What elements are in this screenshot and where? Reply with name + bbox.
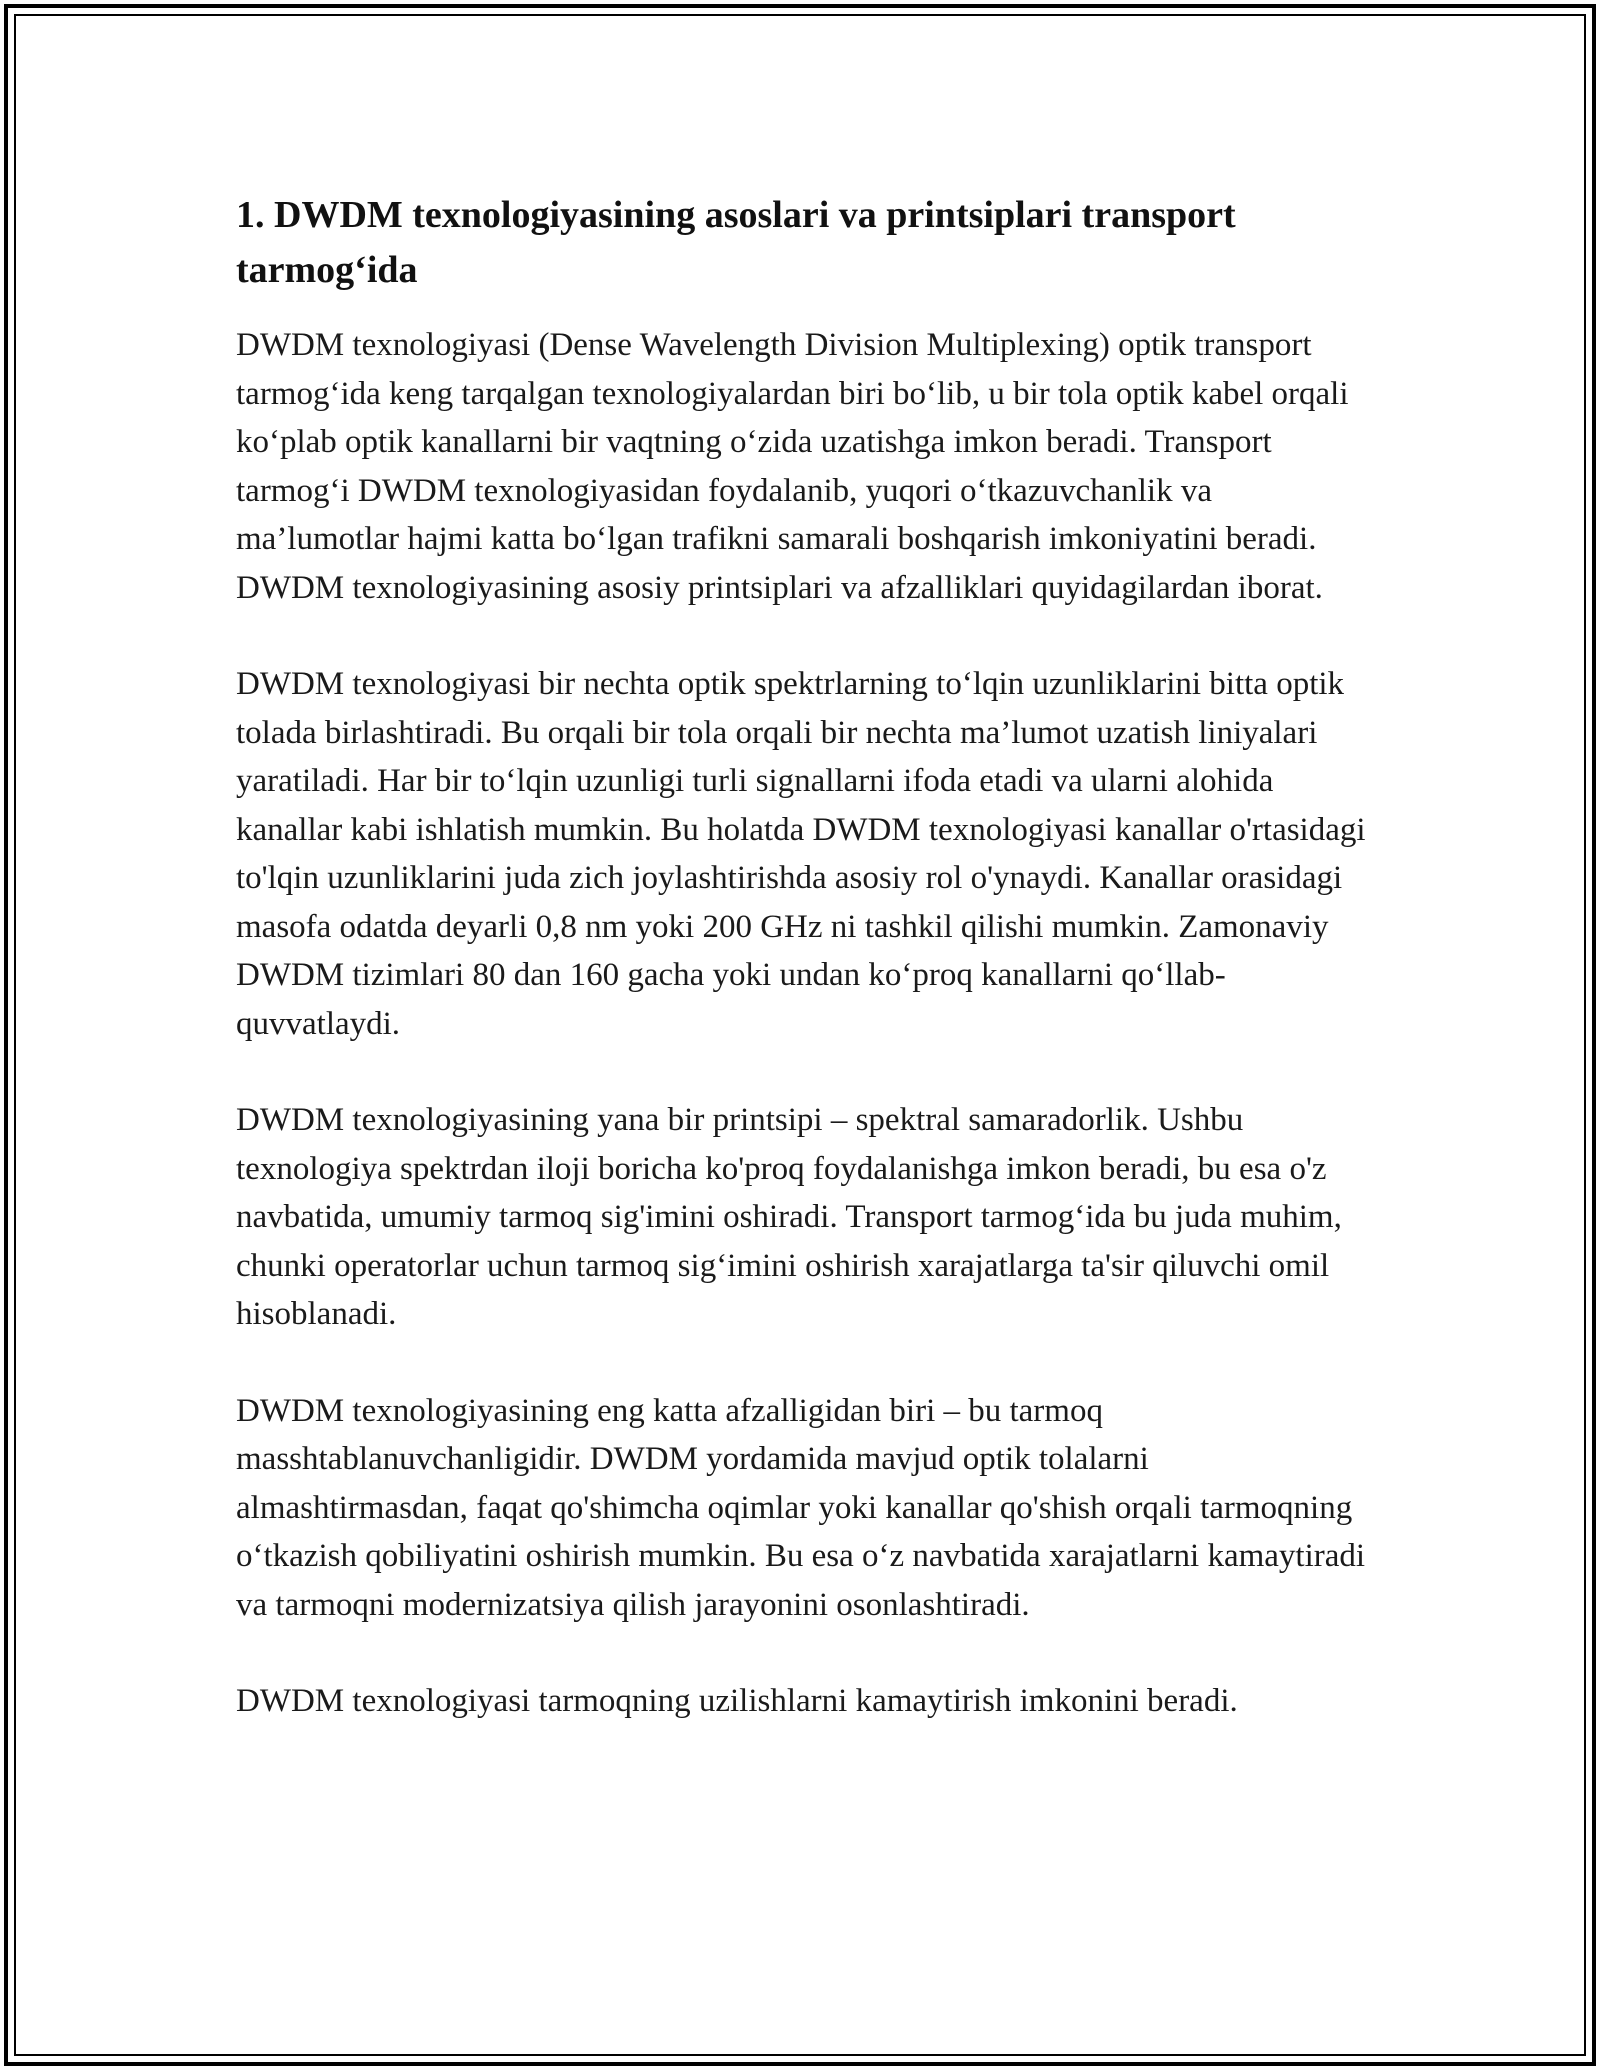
paragraph-intro: DWDM texnologiyasi (Dense Wavelength Division Multiplexing) optik transport tarmog‘ida keng tarqalgan texnologiyalardan biri bo‘lib, u bir tola optik kabel orqali ko‘plab optik kanallarni bir vaqtning o‘zida uzatishga imkon beradi. Transport tarmog‘i DWDM texnologiyasidan foydalanib, yuqori o‘tkazuvchanlik va ma’lumotlar hajmi katta bo‘lgan trafikni samarali boshqarish imkoniyatini beradi. DWDM texnologiyasining asosiy printsiplari va afzalliklari quyidagilardan iborat.	[236, 327, 1349, 606]
section-heading: 1. DWDM texnologiyasining asoslari va printsiplari transport tarmog‘ida	[236, 194, 1236, 291]
document-body	[236, 188, 1366, 1774]
paragraph-outages: DWDM texnologiyasi tarmoqning uzilishlarni kamaytirish imkonini beradi.	[236, 1683, 1238, 1719]
paragraph-scalability: DWDM texnologiyasining eng katta afzalligidan biri – bu tarmoq masshtablanuvchanligidir. DWDM yordamida mavjud optik tolalarni almashtirmasdan, faqat qo'shimcha oqimlar yoki kanallar qo'shish orqali tarmoqning o‘tkazish qobiliyatini oshirish mumkin. Bu esa o‘z navbatida xarajatlarni kamaytiradi va tarmoqni modernizatsiya qilish jarayonini osonlashtiradi.	[236, 1392, 1366, 1623]
paragraph-wavelengths: DWDM texnologiyasi bir nechta optik spektrlarning to‘lqin uzunliklarini bitta optik tolada birlashtiradi. Bu orqali bir tola orqali bir nechta ma’lumot uzatish liniyalari yaratiladi. Har bir to‘lqin uzunligi turli signallarni ifoda etadi va ularni alohida kanallar kabi ishlatish mumkin. Bu holatda DWDM texnologiyasi kanallar o'rtasidagi to'lqin uzunliklarini juda zich joylashtirishda asosiy rol o'ynaydi. Kanallar orasidagi masofa odatda deyarli 0,8 nm yoki 200 GHz ni tashkil qilishi mumkin. Zamonaviy DWDM tizimlari 80 dan 160 gacha yoki undan ko‘proq kanallarni qo‘llab-quvvatlaydi.	[236, 666, 1366, 1042]
paragraph-spectral-efficiency: DWDM texnologiyasining yana bir printsipi – spektral samaradorlik. Ushbu texnologiya spektrdan iloji boricha ko'proq foydalanishga imkon beradi, bu esa o'z navbatida, umumiy tarmoq sig'imini oshiradi. Transport tarmog‘ida bu juda muhim, chunki operatorlar uchun tarmoq sig‘imini oshirish xarajatlarga ta'sir qiluvchi omil hisoblanadi.	[236, 1102, 1342, 1332]
